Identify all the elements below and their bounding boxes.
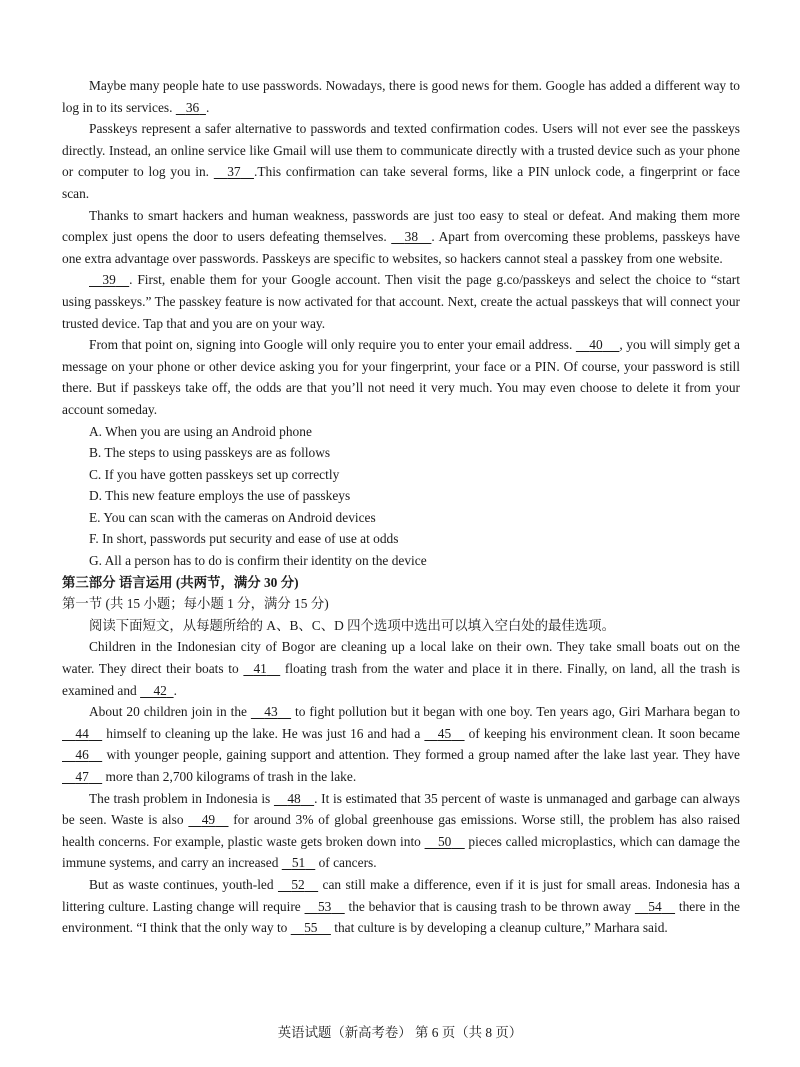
option-a: A. When you are using an Android phone [89,423,312,439]
option-b: B. The steps to using passkeys are as follows [89,445,331,461]
blank-41[interactable]: 41 [253,661,267,677]
passage2-paragraph-4: But as waste continues, youth-led 52 can still make a difference, even if it is just for small areas. Indonesia has a littering culture. Lasting change will require 53 the behavior that is causing trash to be thrown away 54 there in the environment. “I think that the only way to 55 that culture is by developing a cleanup culture,” Marhara said. [62,874,740,939]
section-3-title: 第三部分 语言运用 (共两节，满分 30 分) [62,574,299,590]
passage1-paragraph-1: Maybe many people hate to use passwords. Nowadays, there is good news for them. Google has added a different way to log in to its services. 36 . [62,75,740,118]
options-list [62,421,740,572]
option-c: C. If you have gotten passkeys set up correctly [89,466,340,482]
passage1-paragraph-2: Passkeys represent a safer alternative to passwords and texted confirmation codes. Users will not ever see the passkeys directly. Instead, an online service like Gmail will use them to communicate directly with a trusted device such as your phone or computer to log you in. 37 .This confirmation can take several forms, like a PIN unlock code, a fingerprint or face scan. [62,121,740,201]
passage2-paragraph-2: About 20 children join in the 43 to fight pollution but it began with one boy. Ten years ago, Giri Marhara began to 44 himself to cleaning up the lake. He was just 16 and had a 45 of keeping his environment clean. It soon became 46 with younger people, gaining support and attention. They formed a group named after the lake last year. They have 47 more than 2,700 kilograms of trash in the lake. [62,701,740,787]
blank-43[interactable]: 43 [264,704,278,720]
section-3-subtitle: 第一节 (共 15 小题；每小题 1 分，满分 15 分) [62,596,329,612]
option-e: E. You can scan with the cameras on Android devices [89,509,376,525]
passage2-paragraph-3: The trash problem in Indonesia is 48 . It is estimated that 35 percent of waste is unmanaged and garbage can always be seen. Waste is also 49 for around 3% of global greenhouse gas emissions. Worse still, the problem has also raised health concerns. For example, plastic waste gets broken down into 50 pieces called microplastics, which can damage the immune systems, and carry an increased 51 of cancers. [62,788,740,874]
blank-53[interactable]: 53 [317,898,332,914]
option-f: F. In short, passwords put security and ease of use at odds [89,531,399,547]
blank-37[interactable]: 37 [227,164,241,180]
blank-52[interactable]: 52 [291,876,305,892]
section-3-instruction: 阅读下面短文，从每题所给的 A、B、C、D 四个选项中选出可以填入空白处的最佳选项。 [89,617,615,633]
blank-38[interactable]: 38 [404,229,419,245]
blank-55[interactable]: 55 [304,920,318,936]
blank-48[interactable]: 48 [287,790,301,806]
blank-49[interactable]: 49 [201,812,216,828]
blank-46[interactable]: 46 [75,747,89,763]
page-footer: 英语试题（新高考卷） 第 6 页（共 8 页） [277,1025,523,1040]
blank-44[interactable]: 44 [75,725,89,741]
option-d: D. This new feature employs the use of passkeys [89,488,351,504]
blank-47[interactable]: 47 [75,769,89,784]
passage2-paragraph-1: Children in the Indonesian city of Bogor are cleaning up a local lake on their own. They take small boats out on the water. They direct their boats to 41 floating trash from the water and place it in there. Finally, on land, all the trash is examined and 42 . [62,636,740,701]
passage1-paragraph-5: From that point on, signing into Google will only require you to enter your email address. 40 , you will simply get a message on your phone or other device asking you for your fingerprint, your face or a PIN. Of course, your password is still there. But if passkeys take off, the odds are that you’ll not need it very much. You may even choose to delete it from your account someday. [62,334,740,420]
blank-36[interactable]: 36 [185,99,200,115]
blank-45[interactable]: 45 [437,725,452,741]
blank-42[interactable]: 42 [153,682,167,698]
blank-40[interactable]: 40 [589,337,603,353]
blank-51[interactable]: 51 [291,855,306,871]
blank-39[interactable]: 39 [102,272,116,288]
blank-54[interactable]: 54 [648,898,662,914]
passage1-paragraph-3: Thanks to smart hackers and human weakness, passwords are just too easy to steal or defeat. And making them more complex just opens the door to users defeating themselves. 38 . Apart from overcoming these problems, passkeys have one extra advantage over passwords. Passkeys are specific to websites, so hackers cannot steal a passkey from one website. [62,207,740,266]
passage1-paragraph-4: 39 . First, enable them for your Google account. Then visit the page g.co/passkeys and select the choice to “start using passkeys.” The passkey feature is now activated for that account. Next, create the actual passkeys that will connect your trusted device. Tap that and you are on your way. [62,269,740,334]
blank-50[interactable]: 50 [437,833,452,849]
option-g: G. All a person has to do is confirm their identity on the device [89,553,427,569]
